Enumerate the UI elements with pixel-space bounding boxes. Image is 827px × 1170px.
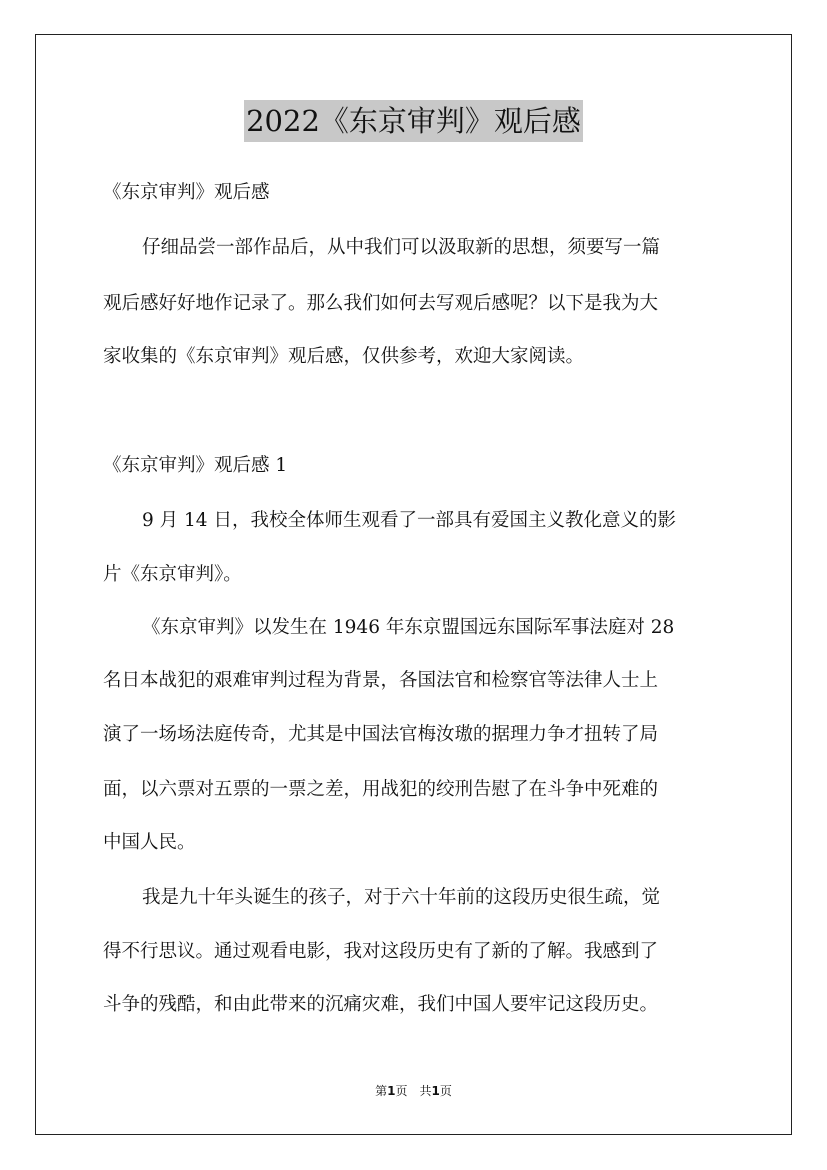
para2-line-3: 演了一场场法庭传奇，尤其是中国法官梅汝璈的据理力争才扭转了局	[103, 724, 659, 745]
para3-line-3: 斗争的残酷，和由此带来的沉痛灾难，我们中国人要牢记这段历史。	[103, 994, 659, 1015]
para1-line-2: 片《东京审判》。	[103, 564, 242, 585]
intro-line-3: 家收集的《东京审判》观后感，仅供参考，欢迎大家阅读。	[103, 346, 585, 367]
total-label-post: 页	[439, 1084, 452, 1098]
document-title: 2022《东京审判》观后感	[244, 100, 583, 142]
para3-line-2: 得不行思议。通过观看电影，我对这段历史有了新的了解。我感到了	[103, 941, 659, 962]
page-label-pre: 第	[375, 1084, 388, 1098]
intro-line-1: 仔细品尝一部作品后，从中我们可以汲取新的思想，须要写一篇	[142, 237, 661, 258]
document-subtitle: 《东京审判》观后感	[103, 182, 270, 203]
page-label-post: 页	[395, 1084, 408, 1098]
page-number: 1	[387, 1084, 396, 1098]
para1-line-1: 9 月 14 日，我校全体师生观看了一部具有爱国主义教化意义的影	[142, 510, 676, 531]
section-heading: 《东京审判》观后感 1	[103, 455, 288, 476]
para3-line-1: 我是九十年头诞生的孩子，对于六十年前的这段历史很生疏，觉	[142, 887, 661, 908]
title-container	[0, 100, 827, 142]
total-pages: 1	[431, 1084, 440, 1098]
intro-line-2: 观后感好好地作记录了。那么我们如何去写观后感呢？以下是我为大	[103, 293, 659, 314]
para2-line-2: 名日本战犯的艰难审判过程为背景，各国法官和检察官等法律人士上	[103, 670, 659, 691]
total-label-pre: 共	[419, 1084, 432, 1098]
para2-line-1: 《东京审判》以发生在 1946 年东京盟国远东国际军事法庭对 28	[142, 617, 675, 638]
para2-line-4: 面，以六票对五票的一票之差，用战犯的绞刑告慰了在斗争中死难的	[103, 779, 659, 800]
page-footer	[0, 1083, 827, 1099]
para2-line-5: 中国人民。	[103, 832, 196, 853]
